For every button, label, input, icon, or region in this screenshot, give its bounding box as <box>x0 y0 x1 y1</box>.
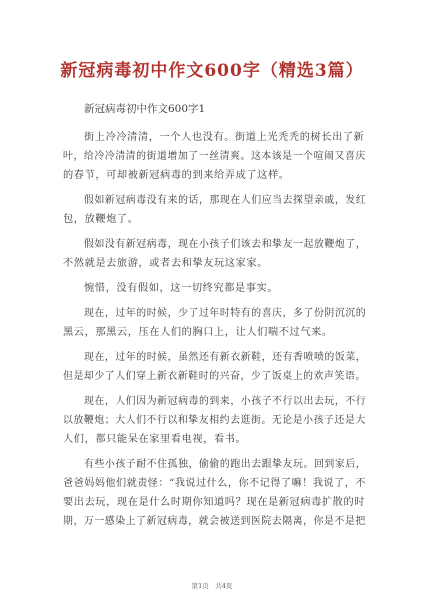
text-line: 人们，都只能呆在家里看电视，看书。 <box>63 434 247 445</box>
text-line: 要出去玩，现在是什么时期你知道吗？现在是新冠病毒扩散的时 <box>63 497 366 508</box>
document-subtitle: 新冠病毒初中作文600字1 <box>84 103 206 115</box>
text-line: 爸爸妈妈他们就责怪：“我说过什么，你不记得了嘛！我说了，不 <box>63 478 366 489</box>
text-line: 以放鞭炮；大人们不行以和挚友相约去逛街。无论是小孩子还是大 <box>63 415 366 426</box>
text-line: 黑云，那黑云，压在人们的胸口上，让人们喘不过气来。 <box>63 327 333 338</box>
text-line: 但是却少了人们穿上新衣新鞋时的兴奋，少了饭桌上的欢声笑语。 <box>63 371 366 382</box>
text-line: 有些小孩子耐不住孤独，偷偷的跑出去跟挚友玩。回到家后， <box>84 459 367 470</box>
page-footer: 第1页 共4页 <box>191 582 233 590</box>
text-line: 现在，过年的时候，虽然还有新衣新鞋，还有香喷喷的饭菜， <box>84 352 367 363</box>
text-line: 不然就是去旅游，或者去和挚友玩这家家。 <box>63 258 268 269</box>
text-line: 期，万一感染上了新冠病毒，就会被送到医院去隔离，你是不是把 <box>63 516 366 527</box>
document-title: 新冠病毒初中作文600字（精选3篇） <box>60 61 364 81</box>
text-line: 现在，过年的时候，少了过年时特有的喜庆，多了份阴沉沉的 <box>84 308 367 319</box>
text-line: 现在，人们因为新冠病毒的到来，小孩子不行以出去玩，不行 <box>84 396 367 407</box>
text-line: 的春节，可却被新冠病毒的到来给弄成了这样。 <box>63 170 290 181</box>
text-line: 假如新冠病毒没有来的话，那现在人们应当去探望亲戚，发红 <box>84 195 367 206</box>
text-line: 假如没有新冠病毒，现在小孩子们该去和挚友一起放鞭炮了， <box>84 239 367 250</box>
text-line: 包，放鞭炮了。 <box>63 214 139 225</box>
text-line: 惋惜，没有假如，这一切终究都是事实。 <box>84 283 279 294</box>
text-line: 叶，给冷冷清清的街道增加了一丝清爽。这本该是一个喧闹又喜庆 <box>63 151 366 162</box>
text-line: 街上冷冷清清，一个人也没有。街道上光秃秃的树长出了新 <box>84 132 365 143</box>
